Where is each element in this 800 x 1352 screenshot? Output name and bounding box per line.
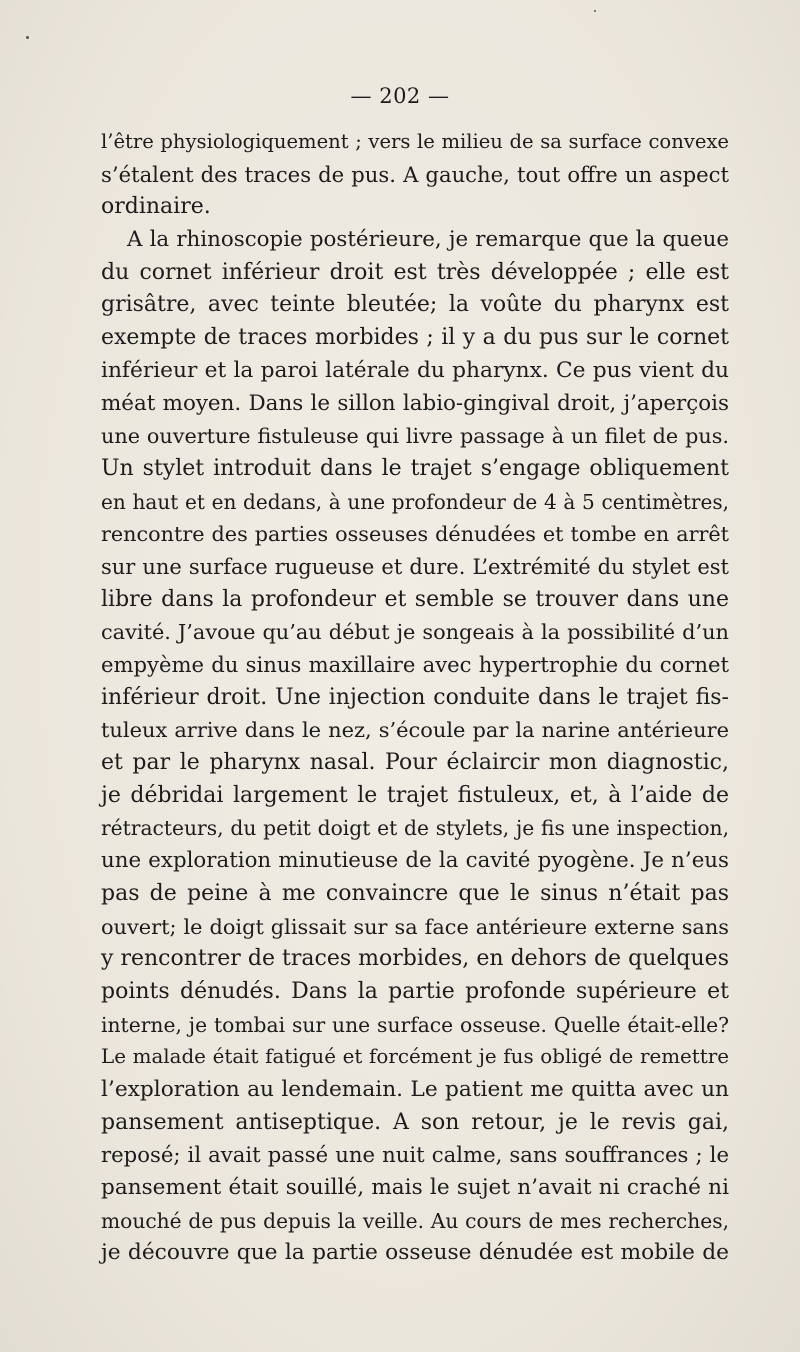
text-line: pas de peine à me convaincre que le sinus n’était pas [101,880,729,906]
print-speck [594,10,596,12]
text-line: je découvre que la partie osseuse dénudée est mobile de [101,1240,729,1266]
text-line: tuleux arrive dans le nez, s’écoule par la narine antérieure [101,718,729,743]
text-line: une exploration minutieuse de la cavité pyogène. Je n’eus [101,848,729,874]
text-line: interne, je tombai sur une surface osseuse. Quelle était-elle? [101,1012,729,1037]
text-line: je débridai largement le trajet fistuleux, et, à l’aide de [101,782,729,808]
text-line: pansement était souillé, mais le sujet n’avait ni craché ni [101,1175,729,1200]
body-text [101,126,729,1270]
text-line: ouvert; le doigt glissait sur sa face antérieure externe sans [101,914,729,939]
text-line: rencontre des parties osseuses dénudées et tombe en arrêt [101,522,729,547]
text-line: du cornet inférieur droit est très développée ; elle est [101,259,729,285]
text-line: l’être physiologiquement ; vers le milieu de sa surface convexe [101,130,729,153]
text-line: ordinaire. [101,194,211,220]
text-line: inférieur droit. Une injection conduite dans le trajet fis- [101,684,729,710]
text-line: s’étalent des traces de pus. A gauche, tout offre un aspect [101,161,729,187]
text-line: exempte de traces morbides ; il y a du pus sur le cornet [101,325,729,351]
text-line: et par le pharynx nasal. Pour éclaircir mon diagnostic, [101,750,729,776]
text-line: reposé; il avait passé une nuit calme, sans souffrances ; le [101,1142,729,1168]
text-line: méat moyen. Dans le sillon labio-gingival droit, j’aperçois [101,390,729,416]
print-speck [26,36,29,39]
text-line: rétracteurs, du petit doigt et de stylets, je fis une inspection, [101,816,729,841]
text-line: inférieur et la paroi latérale du pharynx. Ce pus vient du [101,357,729,383]
page-number: — 202 — [350,84,450,108]
text-line: une ouverture fistuleuse qui livre passage à un filet de pus. [101,424,729,449]
text-line: pansement antiseptique. A son retour, je le revis gai, [101,1109,729,1135]
text-line: y rencontrer de traces morbides, en dehors de quelques [101,946,729,972]
text-line: points dénudés. Dans la partie profonde supérieure et [101,978,729,1004]
text-line: l’exploration au lendemain. Le patient me quitta avec un [101,1076,729,1102]
text-line: Le malade était fatigué et forcément je fus obligé de remettre [101,1045,729,1069]
text-line: grisâtre, avec teinte bleutée; la voûte du pharynx est [101,292,729,318]
text-line: mouché de pus depuis la veille. Au cours de mes recherches, [101,1208,729,1233]
text-line: cavité. J’avoue qu’au début je songeais à la possibilité d’un [101,620,729,645]
text-line: sur une surface rugueuse et dure. L’extrémité du stylet est [101,554,729,579]
text-line: Un stylet introduit dans le trajet s’engage obliquement [101,455,729,481]
text-line: A la rhinoscopie postérieure, je remarque que la queue [127,227,729,253]
text-line: empyème du sinus maxillaire avec hypertrophie du cornet [101,652,729,677]
text-line: en haut et en dedans, à une profondeur de 4 à 5 centimètres, [101,489,729,514]
text-line: libre dans la profondeur et semble se trouver dans une [101,586,729,612]
